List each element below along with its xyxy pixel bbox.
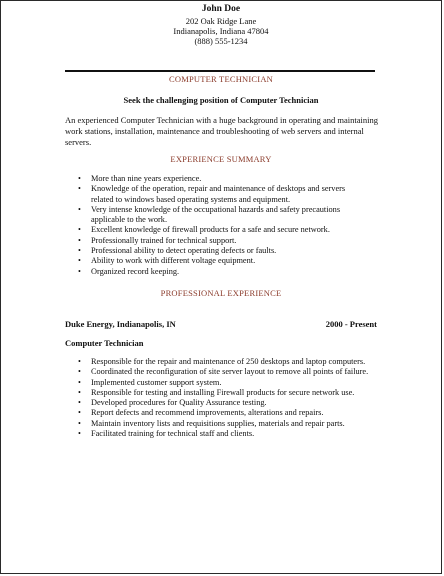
list-item: • More than nine years experience. — [78, 174, 368, 184]
list-item: • Knowledge of the operation, repair and maintenance of desktops and servers related to windows based operating systems and equipment. — [78, 184, 368, 205]
list-item: • Maintain inventory lists and requisitions supplies, materials and repair parts. — [78, 419, 378, 429]
section-title-professional-experience: PROFESSIONAL EXPERIENCE — [160, 288, 282, 298]
list-item: • Facilitated training for technical staff and clients. — [78, 429, 378, 439]
employer-name: Duke Energy, Indianapolis, IN — [65, 319, 176, 329]
list-item: • Professionally trained for technical support. — [78, 236, 368, 246]
city-state-zip: Indianapolis, Indiana 47804 — [173, 26, 269, 36]
phone-number: (888) 555-1234 — [194, 36, 248, 46]
section-title-position: COMPUTER TECHNICIAN — [169, 74, 273, 84]
list-item: • Developed procedures for Quality Assurance testing. — [78, 398, 378, 408]
list-item: • Implemented customer support system. — [78, 378, 378, 388]
list-item: • Professional ability to detect operating defects or faults. — [78, 246, 368, 256]
list-item: • Ability to work with different voltage equipment. — [78, 256, 368, 266]
list-item: • Report defects and recommend improvements, alterations and repairs. — [78, 408, 378, 418]
list-item: • Very intense knowledge of the occupational hazards and safety precautions applicable to the work. — [78, 205, 368, 226]
applicant-name: John Doe — [201, 4, 241, 14]
list-item: • Organized record keeping. — [78, 267, 368, 277]
job-duties-list — [78, 357, 378, 439]
list-item: • Excellent knowledge of firewall products for a safe and secure network. — [78, 225, 368, 235]
header-divider — [65, 70, 375, 72]
employment-dates: 2000 - Present — [325, 319, 377, 329]
list-item: • Responsible for testing and installing Firewall products for secure network use. — [78, 388, 378, 398]
experience-summary-list — [78, 174, 368, 277]
objective-statement: Seek the challenging position of Computer Technician — [123, 95, 319, 105]
section-title-experience-summary: EXPERIENCE SUMMARY — [170, 154, 272, 164]
list-item: • Coordinated the reconfiguration of site server layout to remove all points of failure. — [78, 367, 378, 377]
street-address: 202 Oak Ridge Lane — [185, 16, 257, 26]
resume-header — [1, 3, 441, 46]
summary-paragraph: An experienced Computer Technician with a huge background in operating and maintaining work stations, installation, maintenance and troubleshooting of web servers and internal servers. — [65, 115, 378, 147]
job-title: Computer Technician — [65, 338, 144, 348]
job-header — [65, 319, 377, 330]
list-item: • Responsible for the repair and maintenance of 250 desktops and laptop computers. — [78, 357, 378, 367]
